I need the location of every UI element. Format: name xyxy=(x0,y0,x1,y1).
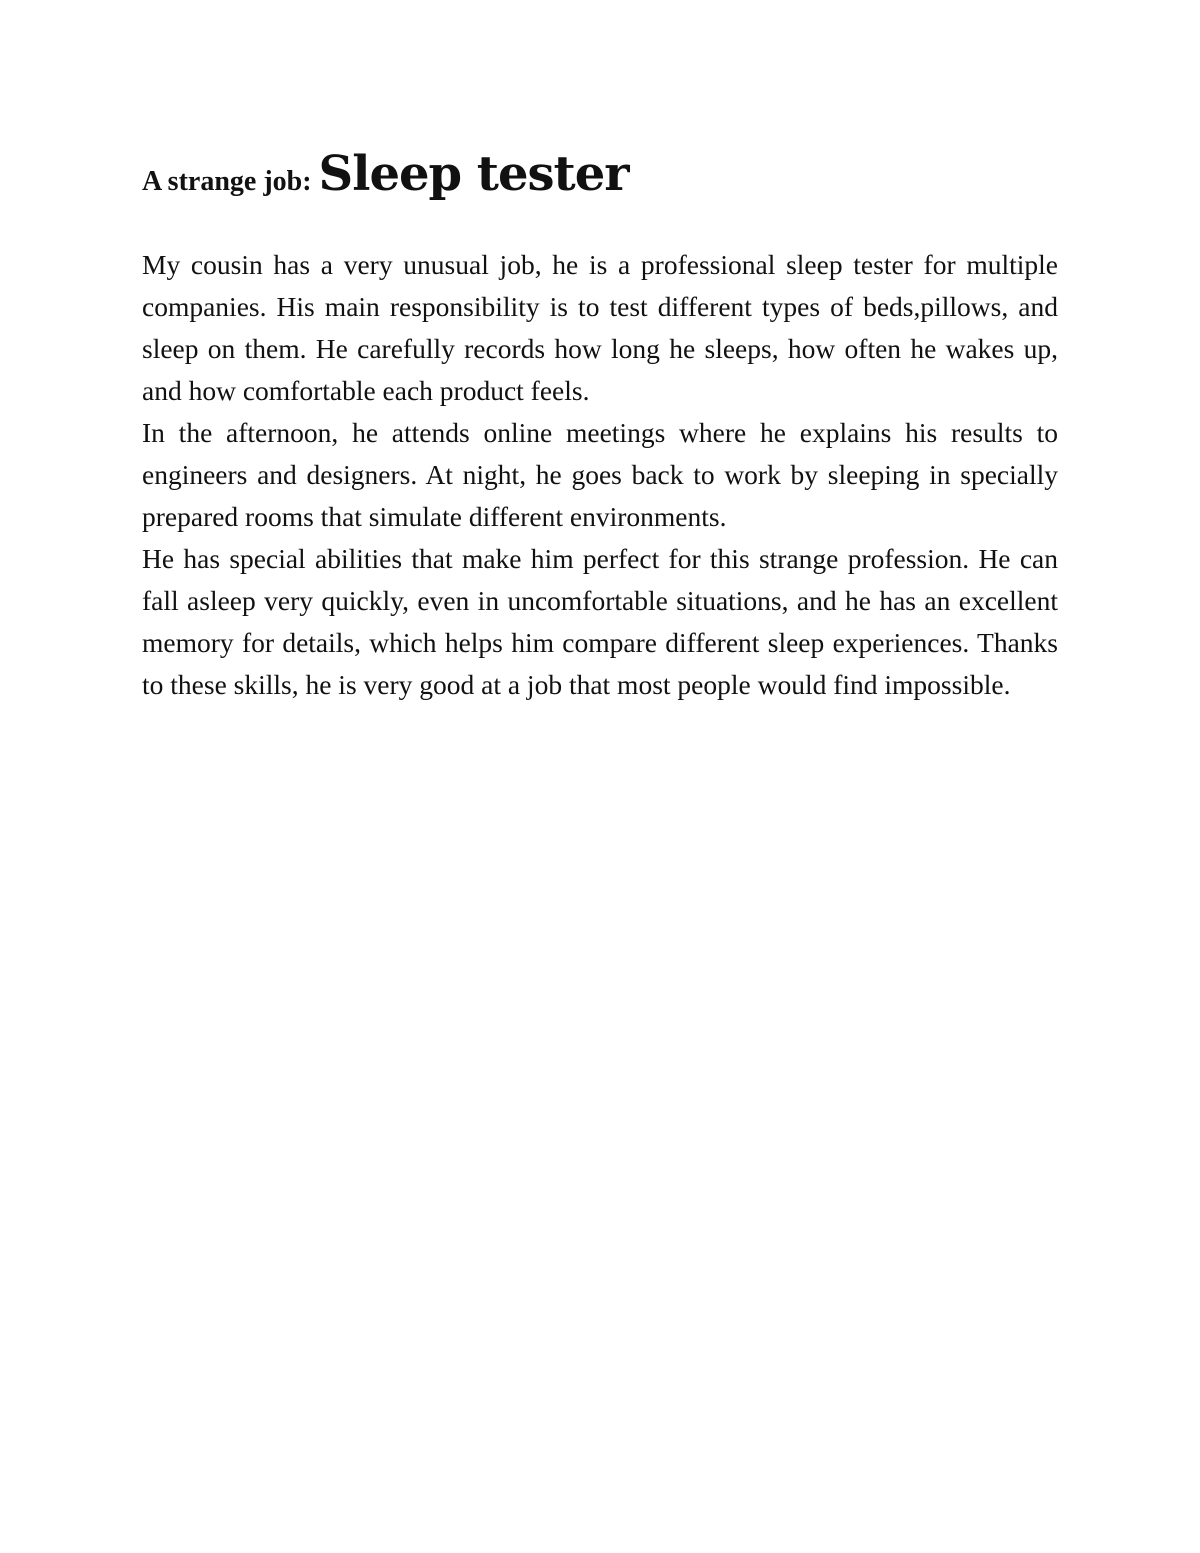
document-title xyxy=(142,146,1058,202)
paragraph-1: My cousin has a very unusual job, he is a professional sleep tester for multiple companies. His main responsibility is to test different types of beds,pillows, and sleep on them. He carefully records how long he sleeps, how often he wakes up, and how comfortable each product feels. xyxy=(142,249,1058,406)
paragraph-3: He has special abilities that make him perfect for this strange profession. He can fall asleep very quickly, even in uncomfortable situations, and he has an excellent memory for details, which helps him compare different sleep experiences. Thanks to these skills, he is very good at a job that most people would find impossible. xyxy=(142,543,1058,700)
title-prefix: A strange job: xyxy=(142,166,319,197)
paragraph-2: In the afternoon, he attends online meetings where he explains his results to engineers and designers. At night, he goes back to work by sleeping in specially prepared rooms that simulate different environments. xyxy=(142,417,1058,532)
document-body xyxy=(142,244,1058,706)
document-content xyxy=(142,146,1058,706)
title-main: Sleep tester xyxy=(318,146,629,202)
